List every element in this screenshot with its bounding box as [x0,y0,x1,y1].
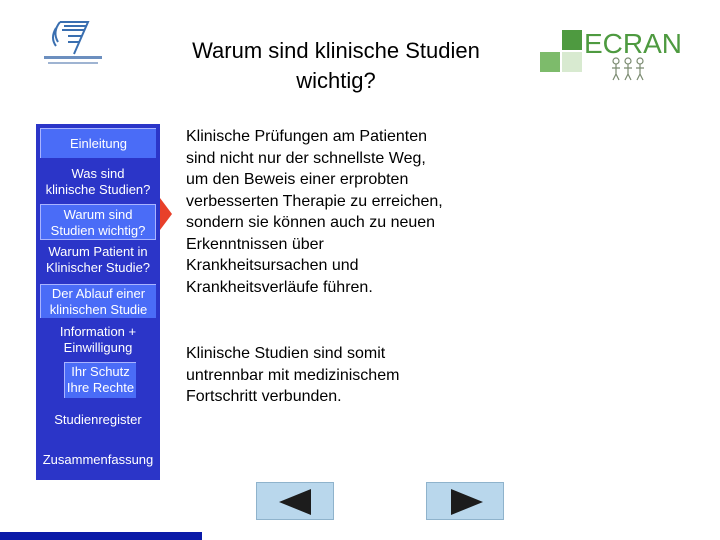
nav-item-label: Was sind [71,166,125,181]
paragraph-line: sondern sie können auch zu neuen [186,214,436,231]
nav-item-schutz[interactable] [64,362,136,398]
main-paragraph-1 [186,126,486,298]
paragraph-line: sind nicht nur der schnellste Weg, [186,149,426,167]
nav-item-label: Studienregister [54,412,142,427]
paragraph-line: untrennbar mit medizinischem [186,366,400,384]
paragraph-line: Fortschritt verbunden. [186,388,342,405]
title-line-1: Warum sind klinische Studien [192,38,480,63]
nav-item-label: Klinischer Studie? [45,260,151,275]
nav-item-label: Ihr Schutz [71,364,130,379]
active-indicator-arrow [160,198,172,230]
title-line-2: wichtig? [296,68,376,93]
paragraph-line: Krankheitsursachen und [186,257,359,274]
paragraph-line: Krankheitsverläufe führen. [186,278,373,296]
nav-item-label: klinische Studien? [45,182,151,197]
triangle-left-icon [257,483,335,521]
nav-item-label: klinischen Studie [49,302,148,317]
nav-item-ablauf[interactable] [40,284,156,318]
nav-item-label: Information + [59,324,137,339]
nav-item-label: Warum sind [63,207,133,222]
page-title [150,36,522,96]
sidebar-nav [36,124,160,480]
bottom-bar [0,532,202,540]
main-paragraph-2 [186,343,486,408]
nav-item-label: Einleitung [69,136,128,151]
ecran-logo [540,28,683,84]
nav-item-warum-patient[interactable] [40,244,156,278]
nav-item-studienregister[interactable] [40,412,156,432]
next-button[interactable] [426,482,504,520]
nav-item-label: Einwilligung [63,340,133,355]
ecran-logo-text: ECRAN [584,28,683,59]
nav-item-label: Ihre Rechte [66,380,135,395]
nav-item-label: Studien wichtig? [50,223,146,238]
fp7-logo [38,18,108,72]
triangle-right-icon [427,483,505,521]
paragraph-line: verbesserten Therapie zu erreichen, [186,192,443,210]
nav-item-was-sind[interactable] [40,166,156,200]
paragraph-line: Klinische Studien sind somit [186,345,386,362]
nav-item-label: Der Ablauf einer [51,286,146,301]
nav-item-warum-wichtig[interactable] [40,204,156,240]
nav-item-label: Zusammenfassung [42,452,154,467]
nav-item-information[interactable] [40,324,156,358]
paragraph-line: Klinische Prüfungen am Patienten [186,128,428,145]
paragraph-line: Erkenntnissen über [186,235,324,253]
nav-item-zusammenfassung[interactable] [40,452,156,472]
nav-item-einleitung[interactable] [40,128,156,158]
previous-button[interactable] [256,482,334,520]
nav-item-label: Warum Patient in [48,244,148,259]
paragraph-line: um den Beweis einer erprobten [186,171,409,188]
people-icon [608,56,648,82]
